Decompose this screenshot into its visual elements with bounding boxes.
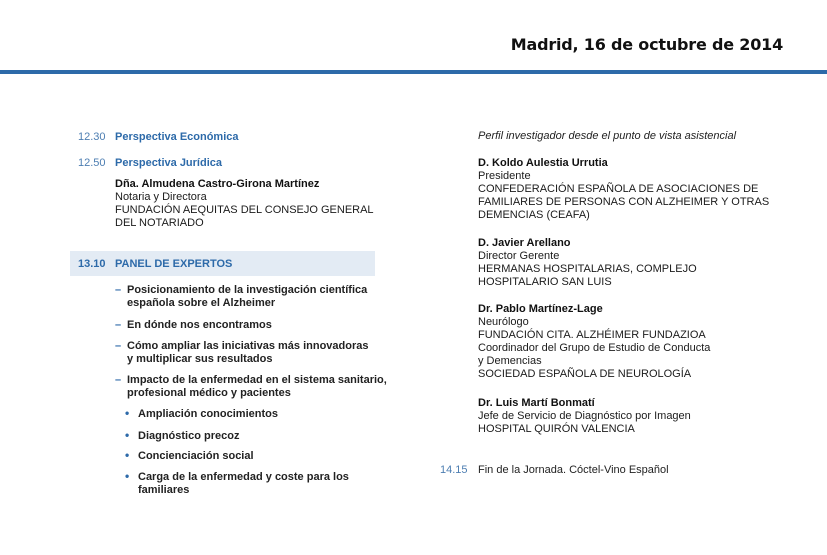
header-date: Madrid, 16 de octubre de 2014 — [510, 35, 783, 54]
expert-line: HOSPITALARIO SAN LUIS — [478, 276, 612, 288]
expert-line: HOSPITAL QUIRÓN VALENCIA — [478, 423, 635, 435]
expert-name: Dr. Pablo Martínez-Lage — [478, 303, 603, 315]
dash-icon: – — [115, 319, 122, 331]
speaker-line: DEL NOTARIADO — [115, 217, 204, 229]
panel-intro: Perfil investigador desde el punto de vista asistencial — [478, 130, 737, 142]
session-title-2: Perspectiva Jurídica — [115, 157, 223, 169]
session-time-1: 12.30 — [78, 131, 106, 143]
item-line: profesional médico y pacientes — [127, 387, 291, 399]
speaker-name: Dña. Almudena Castro-Girona Martínez — [115, 178, 320, 190]
session-time-2: 12.50 — [78, 157, 106, 169]
expert-line: SOCIEDAD ESPAÑOLA DE NEUROLOGÍA — [478, 368, 692, 380]
bullet-line: Diagnóstico precoz — [138, 430, 240, 442]
speaker-line: Notaria y Directora — [115, 191, 207, 203]
bullet-line: Ampliación conocimientos — [138, 408, 278, 420]
bullet-line: Concienciación social — [138, 450, 254, 462]
expert-line: y Demencias — [478, 355, 542, 367]
item-line: española sobre el Alzheimer — [127, 297, 276, 309]
item-line: Impacto de la enfermedad en el sistema sanitario, — [127, 374, 387, 386]
dash-icon: – — [115, 284, 122, 296]
expert-name: Dr. Luis Martí Bonmatí — [478, 397, 595, 409]
bullet-icon: • — [125, 406, 130, 420]
speaker-line: FUNDACIÓN AEQUITAS DEL CONSEJO GENERAL — [115, 204, 374, 216]
expert-name: D. Javier Arellano — [478, 237, 571, 249]
closing-text: Fin de la Jornada. Cóctel-Vino Español — [478, 464, 669, 476]
bullet-icon: • — [125, 448, 130, 462]
expert-line: CONFEDERACIÓN ESPAÑOLA DE ASOCIACIONES DE — [478, 183, 759, 195]
item-line: y multiplicar sus resultados — [127, 353, 273, 365]
expert-line: Neurólogo — [478, 316, 529, 328]
expert-line: Coordinador del Grupo de Estudio de Conducta — [478, 342, 711, 354]
panel-header — [70, 251, 375, 276]
item-line: Cómo ampliar las iniciativas más innovadoras — [127, 340, 369, 352]
bullet-line: Carga de la enfermedad y coste para los — [138, 471, 349, 483]
expert-line: Jefe de Servicio de Diagnóstico por Imagen — [478, 410, 691, 422]
expert-line: Presidente — [478, 170, 531, 182]
dash-icon: – — [115, 340, 122, 352]
dash-icon: – — [115, 374, 122, 386]
expert-luis — [478, 397, 691, 436]
expert-line: HERMANAS HOSPITALARIAS, COMPLEJO — [478, 263, 697, 275]
expert-javier — [478, 237, 697, 289]
panel-title: PANEL DE EXPERTOS — [115, 258, 233, 270]
bullet-icon: • — [125, 428, 130, 442]
header-rule — [0, 70, 827, 74]
item-line: Posicionamiento de la investigación científica — [127, 284, 368, 296]
closing-session — [440, 464, 669, 476]
bullet-line: familiares — [138, 484, 190, 496]
expert-koldo — [478, 157, 769, 222]
bullet-icon: • — [125, 469, 130, 483]
expert-pablo — [478, 303, 710, 381]
expert-line: Director Gerente — [478, 250, 560, 262]
expert-line: DEMENCIAS (CEAFA) — [478, 209, 590, 221]
panel-time: 13.10 — [78, 258, 106, 270]
speaker-almudena — [115, 178, 374, 230]
closing-time: 14.15 — [440, 464, 468, 476]
expert-name: D. Koldo Aulestia Urrutia — [478, 157, 608, 169]
session-title-1: Perspectiva Económica — [115, 131, 239, 143]
item-line: En dónde nos encontramos — [127, 319, 272, 331]
expert-line: FAMILIARES DE PERSONAS CON ALZHEIMER Y OTRAS — [478, 196, 770, 208]
expert-line: FUNDACIÓN CITA. ALZHÉIMER FUNDAZIOA — [478, 329, 706, 341]
